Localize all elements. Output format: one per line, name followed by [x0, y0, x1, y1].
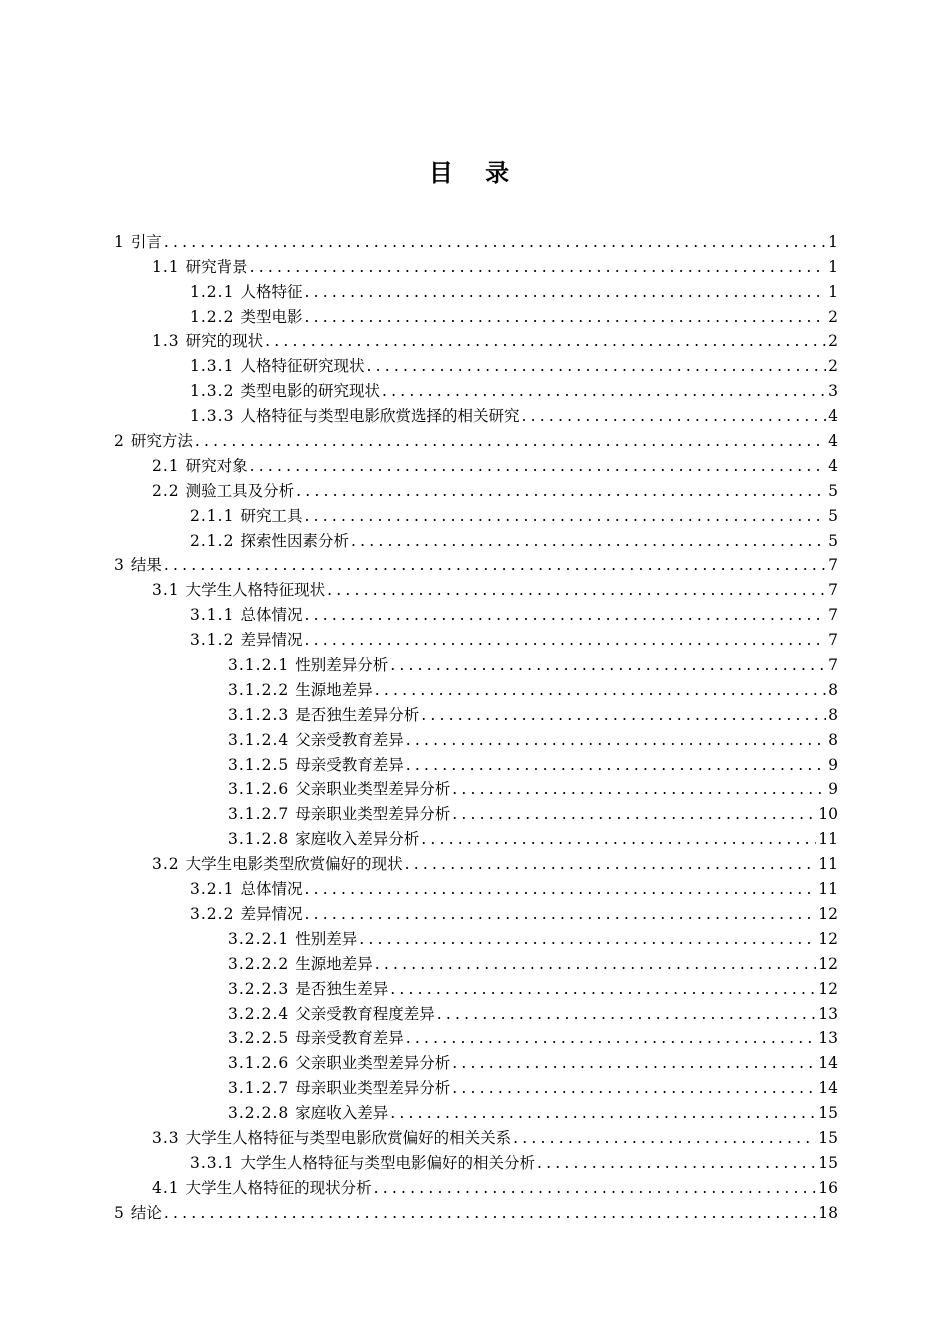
- toc-entry-page-number: 14: [818, 1054, 838, 1073]
- toc-entry[interactable]: [114, 873, 838, 898]
- toc-entry[interactable]: [114, 798, 838, 823]
- toc-entry[interactable]: [114, 475, 838, 500]
- toc-entry[interactable]: [114, 500, 838, 525]
- table-of-contents: [114, 226, 838, 1222]
- toc-entry[interactable]: [114, 525, 838, 550]
- toc-entry-title: 结果: [130, 556, 162, 575]
- toc-entry[interactable]: [114, 624, 838, 649]
- toc-entry-page-number: 1: [828, 232, 838, 251]
- toc-dot-leader: [421, 830, 816, 848]
- toc-entry-title: 结论: [130, 1203, 162, 1222]
- toc-entry-title: 人格特征: [240, 282, 303, 301]
- toc-entry[interactable]: [114, 823, 838, 848]
- toc-entry-title: 研究对象: [185, 456, 248, 475]
- toc-entry-page-number: 12: [818, 929, 838, 948]
- toc-entry[interactable]: [114, 774, 838, 799]
- toc-entry-number: 3.1: [152, 581, 180, 600]
- toc-entry-title: 研究的现状: [185, 332, 264, 351]
- toc-entry-number: 3.1.2.3: [228, 705, 290, 724]
- toc-dot-leader: [452, 780, 826, 798]
- toc-entry-number: 3.1.2.5: [228, 755, 290, 774]
- toc-entry-number: 3.1.2.1: [228, 656, 290, 675]
- toc-entry-number: 3.2.2.1: [228, 929, 290, 948]
- toc-entry[interactable]: [114, 749, 838, 774]
- toc-dot-leader: [537, 1154, 816, 1172]
- toc-entry-title: 探索性因素分析: [240, 531, 349, 550]
- toc-dot-leader: [366, 357, 826, 375]
- toc-entry-number: 1.1: [152, 257, 180, 276]
- toc-entry-page-number: 14: [818, 1079, 838, 1098]
- toc-entry-page-number: 15: [818, 1128, 838, 1147]
- toc-entry-page-number: 1: [828, 282, 838, 301]
- toc-dot-leader: [513, 1129, 816, 1147]
- toc-entry-page-number: 5: [828, 531, 838, 550]
- toc-entry-number: 3.1.2.6: [228, 1054, 290, 1073]
- toc-entry-page-number: 9: [828, 755, 838, 774]
- toc-entry[interactable]: [114, 301, 838, 326]
- toc-entry-page-number: 15: [818, 1153, 838, 1172]
- toc-dot-leader: [406, 1029, 817, 1047]
- toc-entry-page-number: 5: [828, 481, 838, 500]
- toc-entry-page-number: 1: [828, 257, 838, 276]
- toc-entry-number: 2: [114, 432, 125, 451]
- toc-entry-title: 大学生人格特征与类型电影欣赏偏好的相关关系: [185, 1128, 512, 1147]
- toc-entry-title: 人格特征研究现状: [240, 357, 365, 376]
- toc-dot-leader: [304, 880, 816, 898]
- toc-entry-title: 是否独生差异分析: [295, 705, 420, 724]
- toc-dot-leader: [164, 1204, 816, 1222]
- toc-entry-title: 测验工具及分析: [185, 481, 295, 500]
- toc-entry-title: 研究背景: [185, 257, 248, 276]
- toc-entry-number: 3.1.2.2: [228, 680, 290, 699]
- toc-entry-title: 父亲受教育程度差异: [295, 1004, 435, 1023]
- toc-entry-page-number: 7: [828, 581, 838, 600]
- toc-dot-leader: [382, 382, 826, 400]
- toc-entry-title: 大学生人格特征与类型电影偏好的相关分析: [240, 1153, 535, 1172]
- toc-entry-page-number: 7: [828, 656, 838, 675]
- toc-entry-page-number: 9: [828, 780, 838, 799]
- toc-entry-title: 研究工具: [240, 506, 303, 525]
- toc-dot-leader: [359, 930, 816, 948]
- toc-dot-leader: [296, 482, 826, 500]
- toc-dot-leader: [390, 656, 826, 674]
- toc-entry-page-number: 4: [828, 432, 838, 451]
- toc-entry[interactable]: [114, 724, 838, 749]
- toc-entry-number: 3.1.2.6: [228, 780, 290, 799]
- toc-dot-leader: [390, 1104, 816, 1122]
- toc-dot-leader: [164, 556, 826, 574]
- toc-entry-number: 3.2.1: [190, 880, 235, 899]
- toc-entry[interactable]: [114, 948, 838, 973]
- toc-entry[interactable]: [114, 1097, 838, 1122]
- toc-dot-leader: [250, 457, 826, 475]
- toc-entry-page-number: 4: [828, 407, 838, 426]
- toc-entry-number: 3.2.2: [190, 904, 235, 923]
- toc-dot-leader: [390, 980, 816, 998]
- toc-entry-title: 性别差异分析: [295, 656, 389, 675]
- toc-entry-page-number: 13: [818, 1029, 838, 1048]
- toc-dot-leader: [375, 681, 826, 699]
- toc-entry[interactable]: [114, 1122, 838, 1147]
- toc-entry-page-number: 10: [818, 805, 838, 824]
- toc-dot-leader: [406, 756, 826, 774]
- toc-entry-title: 类型电影: [240, 307, 303, 326]
- toc-entry[interactable]: [114, 400, 838, 425]
- toc-entry-number: 1: [114, 232, 125, 251]
- toc-entry[interactable]: [114, 574, 838, 599]
- toc-entry-title: 母亲职业类型差异分析: [295, 805, 451, 824]
- toc-entry-title: 引言: [130, 232, 162, 251]
- toc-entry-title: 母亲职业类型差异分析: [295, 1079, 451, 1098]
- toc-entry[interactable]: [114, 998, 838, 1023]
- toc-entry[interactable]: [114, 973, 838, 998]
- toc-entry[interactable]: [114, 898, 838, 923]
- page-title: 目 录: [428, 159, 522, 187]
- toc-dot-leader: [421, 706, 826, 724]
- toc-entry-title: 总体情况: [240, 880, 303, 899]
- toc-dot-leader: [437, 1005, 817, 1023]
- toc-entry-number: 2.1.1: [190, 506, 235, 525]
- toc-entry-page-number: 11: [818, 880, 838, 899]
- toc-entry-title: 父亲受教育差异: [295, 730, 404, 749]
- toc-entry-number: 3.2.2.8: [228, 1104, 290, 1123]
- toc-entry-page-number: 4: [828, 456, 838, 475]
- toc-entry[interactable]: [114, 276, 838, 301]
- toc-entry-number: 1.3.3: [190, 407, 235, 426]
- toc-entry[interactable]: [114, 923, 838, 948]
- toc-dot-leader: [452, 1079, 816, 1097]
- toc-entry-title: 是否独生差异: [295, 979, 389, 998]
- toc-entry-number: 1.3.1: [190, 357, 235, 376]
- toc-entry-page-number: 8: [828, 680, 838, 699]
- toc-entry-number: 1.2.2: [190, 307, 235, 326]
- toc-entry-page-number: 13: [818, 1004, 838, 1023]
- toc-entry-title: 总体情况: [240, 606, 303, 625]
- toc-entry-number: 1.3.2: [190, 382, 235, 401]
- toc-entry-title: 差异情况: [240, 904, 303, 923]
- toc-entry-page-number: 16: [818, 1178, 838, 1197]
- toc-entry[interactable]: [114, 1047, 838, 1072]
- toc-entry-title: 类型电影的研究现状: [240, 382, 380, 401]
- toc-entry-page-number: 15: [818, 1104, 838, 1123]
- toc-entry-number: 2.2: [152, 481, 180, 500]
- toc-entry-page-number: 18: [818, 1203, 838, 1222]
- toc-entry[interactable]: [114, 674, 838, 699]
- toc-entry-title: 性别差异: [295, 929, 358, 948]
- toc-dot-leader: [375, 955, 817, 973]
- toc-entry-number: 3.1.2.4: [228, 730, 290, 749]
- toc-dot-leader: [351, 532, 826, 550]
- toc-dot-leader: [304, 283, 826, 301]
- toc-entry-title: 母亲受教育差异: [295, 1029, 404, 1048]
- toc-entry[interactable]: [114, 649, 838, 674]
- toc-dot-leader: [195, 432, 826, 450]
- toc-dot-leader: [304, 507, 826, 525]
- toc-entry-title: 大学生人格特征现状: [185, 581, 326, 600]
- toc-dot-leader: [265, 332, 826, 350]
- toc-entry-page-number: 11: [818, 830, 838, 849]
- toc-entry-number: 1.2.1: [190, 282, 235, 301]
- toc-entry[interactable]: [114, 450, 838, 475]
- toc-entry-title: 差异情况: [240, 631, 303, 650]
- toc-entry-page-number: 2: [828, 307, 838, 326]
- toc-entry-title: 父亲职业类型差异分析: [295, 1054, 451, 1073]
- toc-entry[interactable]: [114, 425, 838, 450]
- toc-entry-title: 母亲受教育差异: [295, 755, 404, 774]
- toc-entry-page-number: 8: [828, 705, 838, 724]
- toc-dot-leader: [164, 233, 826, 251]
- toc-entry-page-number: 3: [828, 382, 838, 401]
- toc-entry-title: 家庭收入差异: [295, 1104, 389, 1123]
- toc-entry-page-number: 12: [818, 954, 838, 973]
- toc-dot-leader: [374, 1179, 817, 1197]
- toc-entry[interactable]: [114, 350, 838, 375]
- toc-entry-number: 3.2.2.4: [228, 1004, 290, 1023]
- toc-entry[interactable]: [114, 1147, 838, 1172]
- toc-entry-number: 5: [114, 1203, 125, 1222]
- toc-entry-number: 3.2.2.3: [228, 979, 290, 998]
- toc-dot-leader: [452, 805, 816, 823]
- toc-entry[interactable]: [114, 375, 838, 400]
- toc-entry-number: 3.2: [152, 855, 180, 874]
- toc-entry[interactable]: [114, 599, 838, 624]
- toc-entry[interactable]: [114, 699, 838, 724]
- toc-entry[interactable]: [114, 1072, 838, 1097]
- toc-entry-number: 3.1.2: [190, 631, 235, 650]
- toc-entry-number: 3.3.1: [190, 1153, 235, 1172]
- toc-entry[interactable]: [114, 326, 838, 351]
- toc-entry[interactable]: [114, 550, 838, 575]
- toc-entry-page-number: 2: [828, 357, 838, 376]
- toc-dot-leader: [304, 631, 826, 649]
- toc-dot-leader: [406, 731, 826, 749]
- toc-entry[interactable]: [114, 226, 838, 251]
- toc-dot-leader: [405, 855, 817, 873]
- toc-dot-leader: [304, 905, 816, 923]
- toc-entry-number: 3.1.1: [190, 606, 235, 625]
- toc-entry-title: 父亲职业类型差异分析: [295, 780, 451, 799]
- toc-entry-number: 3.2.2.2: [228, 954, 290, 973]
- toc-entry-number: 3.2.2.5: [228, 1029, 290, 1048]
- toc-entry[interactable]: [114, 1172, 838, 1197]
- toc-dot-leader: [304, 606, 826, 624]
- toc-entry-number: 3.1.2.7: [228, 805, 290, 824]
- toc-entry-page-number: 12: [818, 979, 838, 998]
- toc-entry-title: 生源地差异: [295, 954, 373, 973]
- toc-entry-page-number: 12: [818, 904, 838, 923]
- toc-entry-title: 大学生电影类型欣赏偏好的现状: [185, 855, 403, 874]
- toc-entry-page-number: 11: [818, 855, 838, 874]
- toc-dot-leader: [304, 308, 826, 326]
- toc-entry-page-number: 5: [828, 506, 838, 525]
- toc-entry-page-number: 2: [828, 332, 838, 351]
- toc-entry-page-number: 7: [828, 631, 838, 650]
- toc-entry-page-number: 7: [828, 606, 838, 625]
- toc-entry-number: 2.1.2: [190, 531, 235, 550]
- toc-dot-leader: [327, 581, 826, 599]
- toc-entry-title: 大学生人格特征的现状分析: [185, 1178, 372, 1197]
- toc-entry-number: 2.1: [152, 456, 180, 475]
- toc-entry-page-number: 7: [828, 556, 838, 575]
- toc-dot-leader: [452, 1054, 816, 1072]
- toc-dot-leader: [250, 258, 826, 276]
- toc-entry[interactable]: [114, 848, 838, 873]
- toc-entry[interactable]: [114, 1197, 838, 1222]
- toc-entry[interactable]: [114, 1023, 838, 1048]
- toc-entry-number: 4.1: [152, 1178, 180, 1197]
- toc-entry-title: 家庭收入差异分析: [295, 830, 420, 849]
- toc-entry-title: 研究方法: [130, 432, 193, 451]
- toc-entry-number: 3: [114, 556, 125, 575]
- toc-entry-number: 3.1.2.8: [228, 830, 290, 849]
- toc-entry-number: 3.1.2.7: [228, 1079, 290, 1098]
- toc-dot-leader: [521, 407, 826, 425]
- toc-entry-number: 3.3: [152, 1128, 180, 1147]
- toc-entry[interactable]: [114, 251, 838, 276]
- toc-entry-number: 1.3: [152, 332, 180, 351]
- toc-entry-title: 生源地差异: [295, 680, 373, 699]
- toc-entry-title: 人格特征与类型电影欣赏选择的相关研究: [240, 407, 520, 426]
- toc-entry-page-number: 8: [828, 730, 838, 749]
